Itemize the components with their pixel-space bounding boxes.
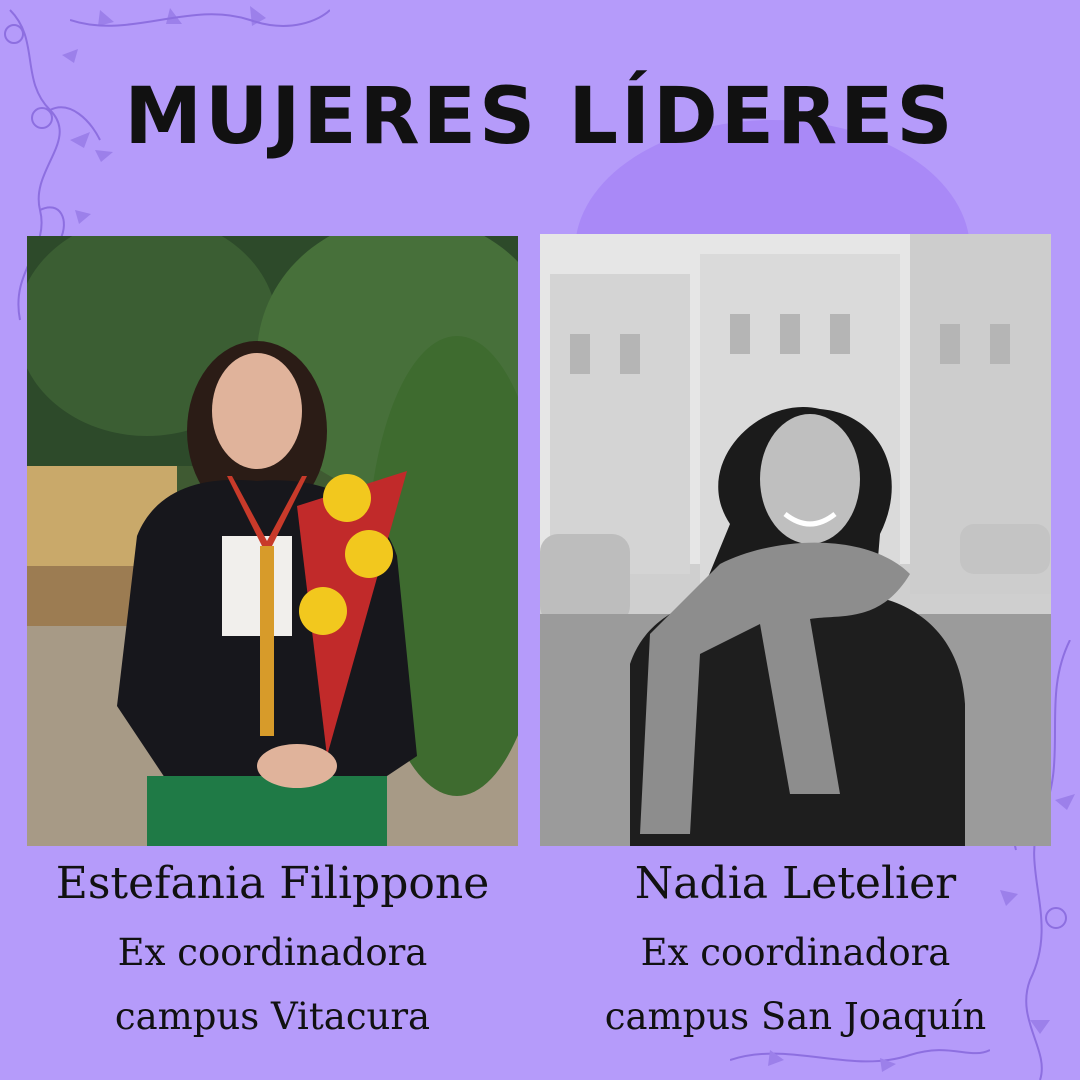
- portrait-photo-nadia: [540, 234, 1051, 846]
- profile-name-2: Nadia Letelier: [634, 858, 957, 909]
- floral-decoration-top: [70, 0, 330, 45]
- portrait-photo-estefania: [27, 236, 518, 846]
- profile-name-1: Estefania Filippone: [55, 858, 490, 909]
- profile-role-line1-1: Ex coordinadora: [117, 931, 428, 974]
- profile-role-line2-2: campus San Joaquín: [604, 995, 987, 1038]
- page-title: MUJERES LÍDERES: [124, 72, 956, 162]
- profile-role-line1-2: Ex coordinadora: [640, 931, 951, 974]
- profile-role-line2-1: campus Vitacura: [114, 995, 431, 1038]
